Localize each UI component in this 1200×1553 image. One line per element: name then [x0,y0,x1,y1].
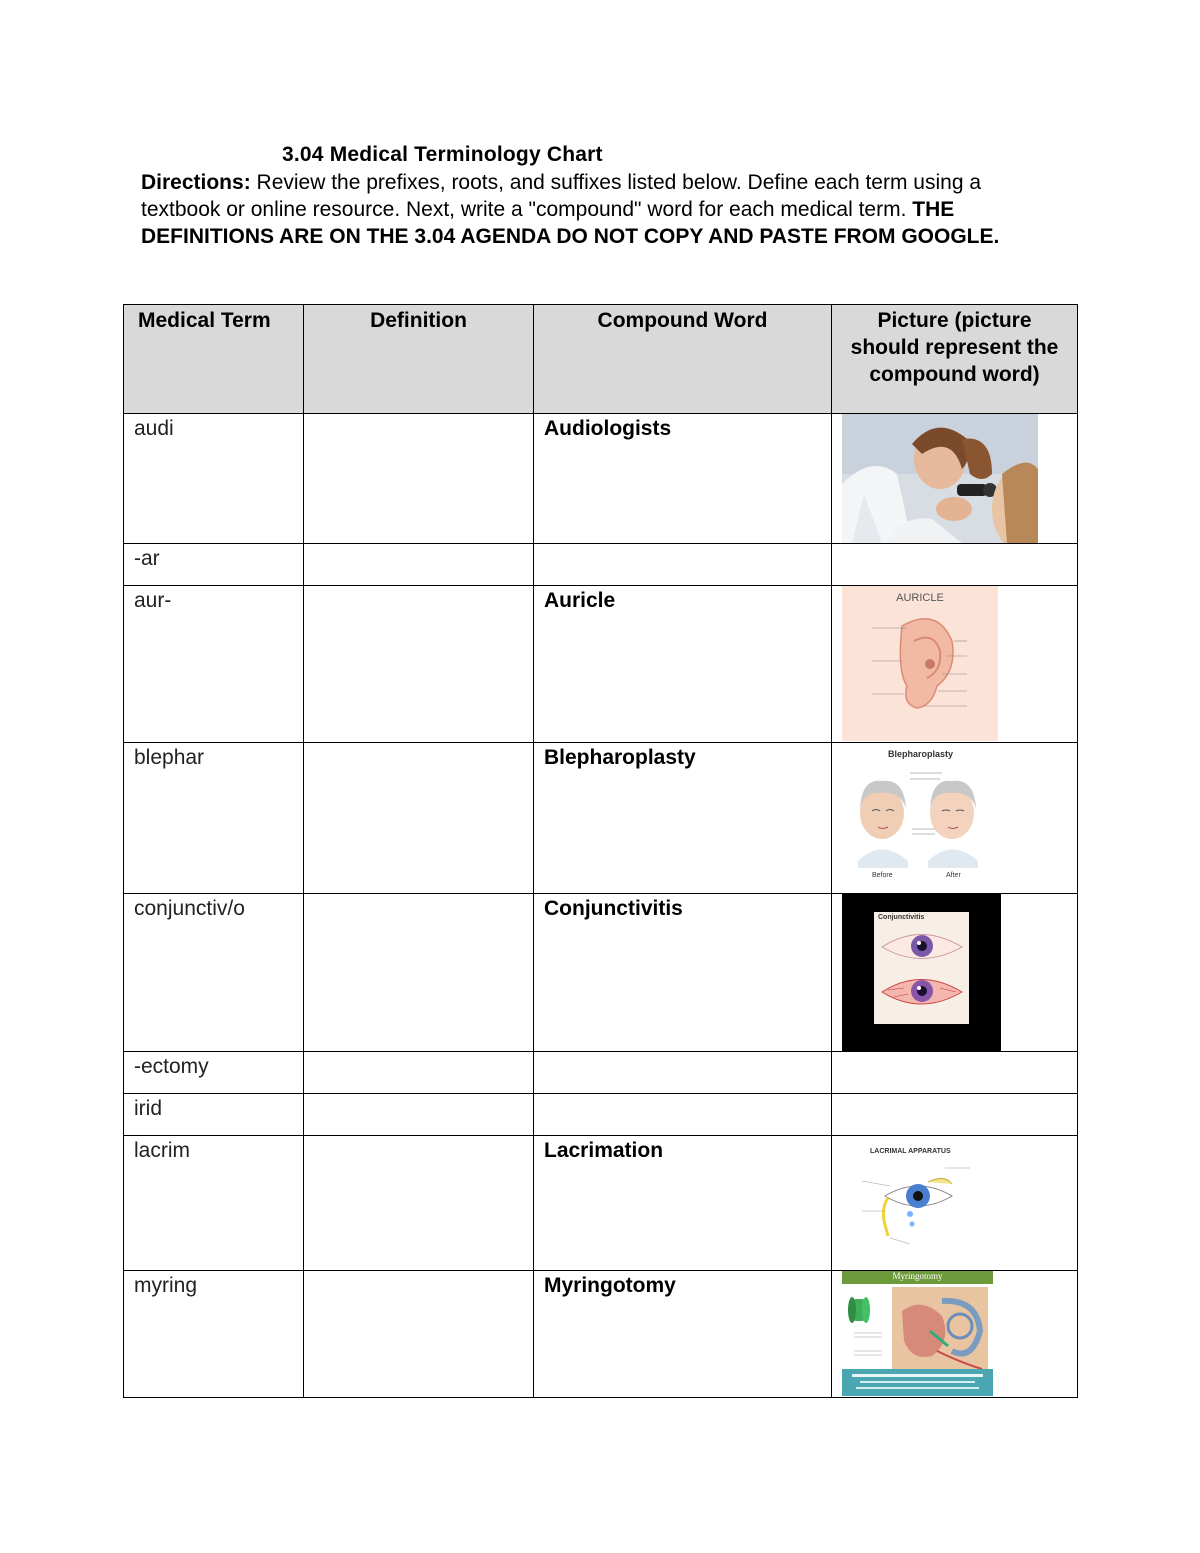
compound-text [534,1052,831,1055]
header-row [124,305,1078,414]
table-row [124,1136,1078,1271]
compound-cell [534,1271,832,1398]
myringotomy-label: Myringotomy [892,1271,943,1281]
picture-cell[interactable] [832,1052,1078,1094]
page-title: 3.04 Medical Terminology Chart [282,143,603,166]
definition-cell[interactable] [304,414,534,544]
term-cell [124,1094,304,1136]
directions-paragraph [141,169,1046,250]
header-medical-term: Medical Term [124,305,304,414]
compound-cell[interactable] [534,1052,832,1094]
ear-tube-icon [842,1271,993,1396]
lacrimal-apparatus-diagram [850,1136,975,1268]
picture-cell [832,586,1078,743]
term-cell [124,743,304,894]
table-row [124,1094,1078,1136]
compound-cell [534,894,832,1052]
table-row [124,743,1078,894]
tear-duct-icon [850,1136,975,1268]
blepharoplasty-before-after [850,743,990,891]
term-text: conjunctiv/o [134,897,245,920]
compound-cell [534,1136,832,1271]
table-row [124,414,1078,544]
blepharoplasty-diagram-label: Blepharoplasty [888,749,954,759]
picture-cell [832,1136,1078,1271]
term-cell [124,1052,304,1094]
compound-cell[interactable] [534,544,832,586]
directions-text: Review the prefixes, roots, and suffixes listed below. Define each term using a textbook or online resource. Next, write a "compound" word for each medical term. [141,171,982,221]
directions-label: Directions: [141,171,251,194]
compound-text: Conjunctivitis [544,897,683,920]
auricle-diagram-label: AURICLE [896,592,944,604]
compound-text: Lacrimation [544,1139,664,1162]
term-text: -ar [134,547,160,570]
definition-cell[interactable] [304,544,534,586]
definition-cell[interactable] [304,894,534,1052]
term-cell [124,1136,304,1271]
picture-cell [832,894,1078,1052]
table-row [124,894,1078,1052]
term-text: -ectomy [134,1055,209,1078]
term-text: aur- [134,589,172,612]
definition-cell[interactable] [304,1094,534,1136]
term-cell [124,544,304,586]
term-cell [124,1271,304,1398]
definition-cell[interactable] [304,1271,534,1398]
compound-cell [534,414,832,544]
after-label: After [946,872,961,879]
auricle-diagram [842,586,998,741]
compound-text: Myringotomy [544,1274,676,1297]
term-cell [124,894,304,1052]
header-picture: Picture (picture should represent the compound word) [832,305,1078,414]
picture-cell[interactable] [832,1094,1078,1136]
compound-cell [534,586,832,743]
compound-text [534,1094,831,1097]
compound-text: Auricle [544,589,616,612]
table-row [124,1271,1078,1398]
term-text: blephar [134,746,205,769]
compound-text: Audiologists [544,417,672,440]
definition-cell[interactable] [304,586,534,743]
header-definition: Definition [304,305,534,414]
table-row [124,586,1078,743]
lacrimal-diagram-label: LACRIMAL APPARATUS [870,1148,951,1155]
term-text: irid [134,1097,163,1120]
compound-text [534,544,831,547]
conjunctivitis-card [874,912,969,1024]
conjunctivitis-eye-diagram [842,894,1001,1051]
term-cell [124,414,304,544]
compound-text: Blepharoplasty [544,746,696,769]
myringotomy-diagram [842,1271,993,1396]
conjunctivitis-label: Conjunctivitis [878,914,925,921]
compound-cell[interactable] [534,1094,832,1136]
picture-cell [832,1271,1078,1398]
before-label: Before [872,872,893,879]
table-row [124,1052,1078,1094]
faces-icon [850,743,990,891]
doctor-examining-ear-photo [842,414,1038,543]
terminology-table [123,304,1078,1398]
directions-emphasis: THE DEFINITIONS ARE ON THE 3.04 AGENDA DO NOT COPY AND PASTE FROM GOOGLE. [141,198,1000,248]
term-cell [124,586,304,743]
table-row [124,544,1078,586]
definition-cell[interactable] [304,1052,534,1094]
definition-cell[interactable] [304,1136,534,1271]
picture-cell [832,743,1078,894]
picture-cell [832,414,1078,544]
term-text: audi [134,417,174,440]
eye-icon [874,912,969,1024]
header-compound-word: Compound Word [534,305,832,414]
ear-icon [842,586,998,741]
definition-cell[interactable] [304,743,534,894]
term-text: myring [134,1274,198,1297]
picture-cell[interactable] [832,544,1078,586]
compound-cell [534,743,832,894]
term-text: lacrim [134,1139,190,1162]
